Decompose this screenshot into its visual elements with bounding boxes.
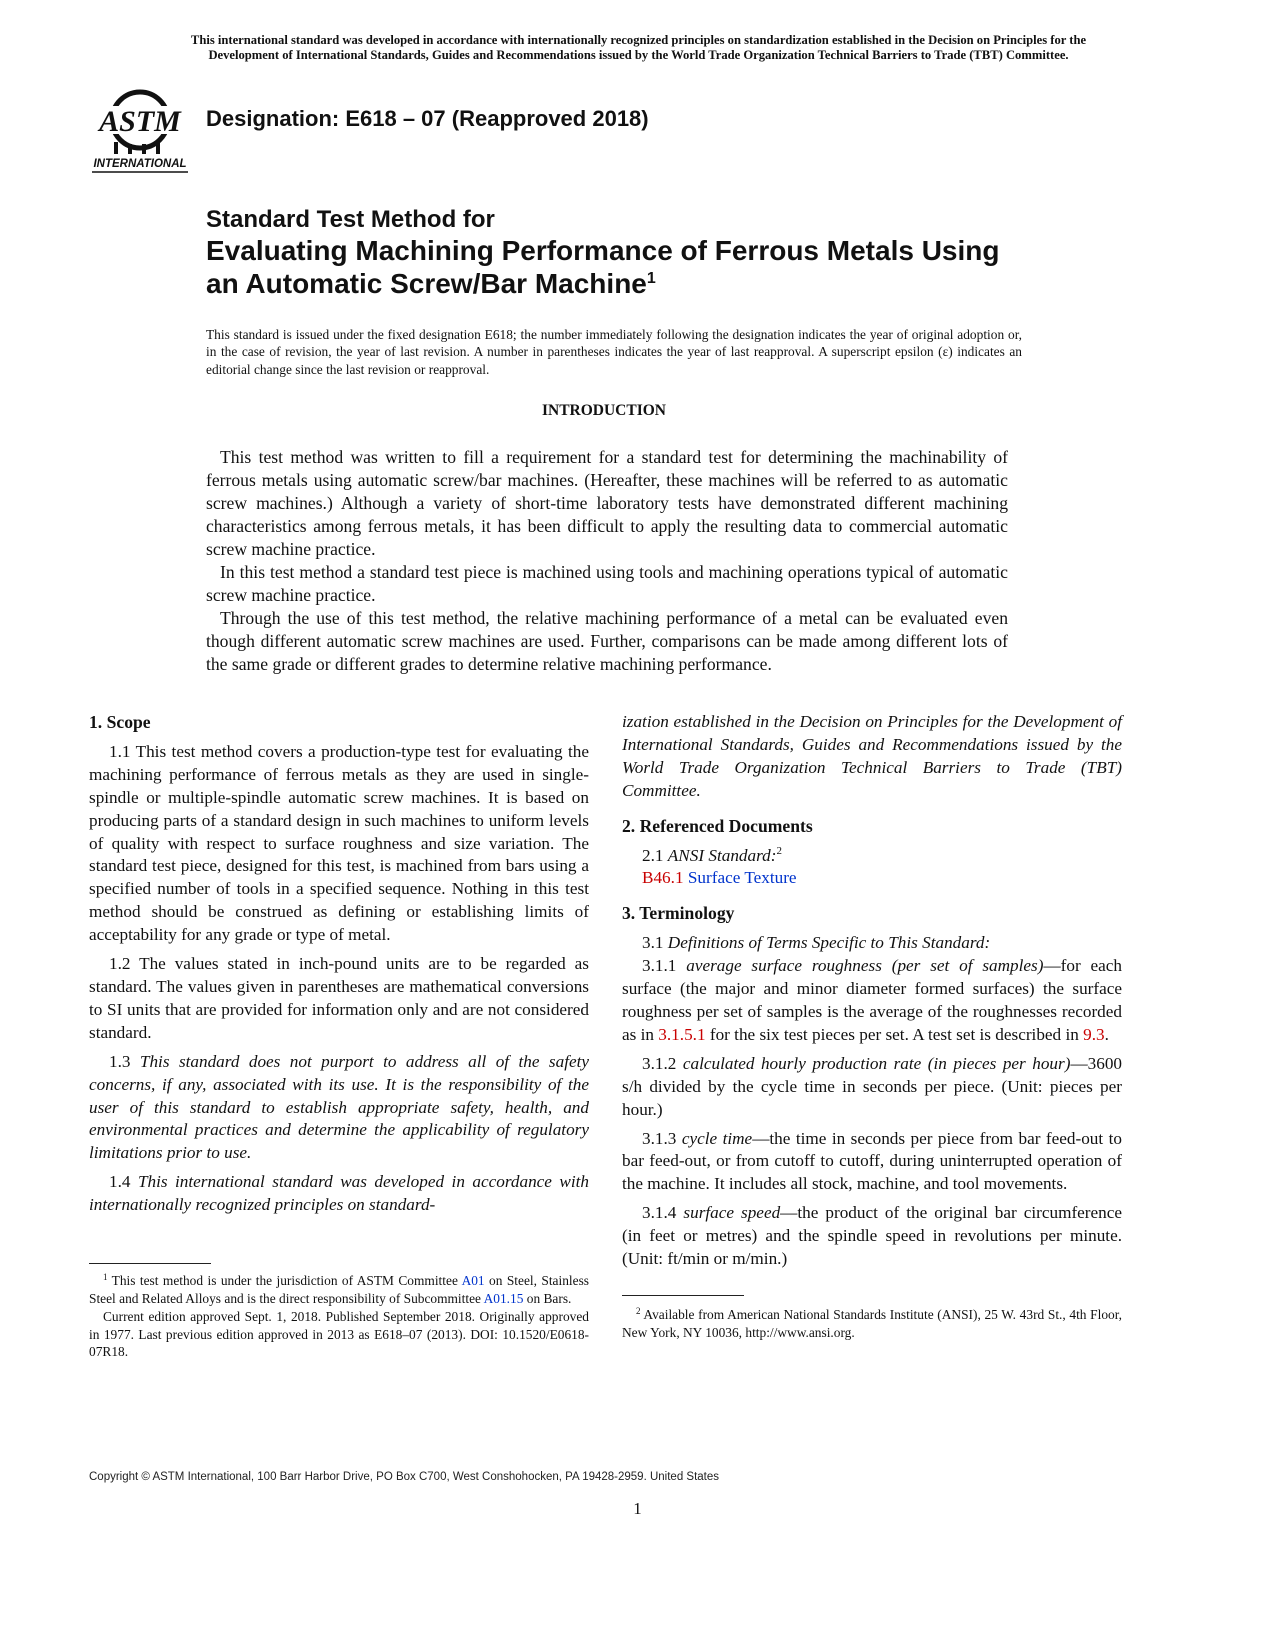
right-column xyxy=(622,711,1122,1342)
section-3-1-1 xyxy=(622,955,1122,1047)
logo-letters: ASTM xyxy=(99,105,181,138)
section-3-1-text: Definitions of Terms Specific to This Standard: xyxy=(667,933,991,953)
logo-caption: INTERNATIONAL xyxy=(93,158,187,170)
footnote-1-text-a: This test method is under the jurisdiction of ASTM Committee xyxy=(107,1273,462,1289)
document-title xyxy=(206,206,1106,300)
section-3-1 xyxy=(622,932,1122,955)
footnote-1 xyxy=(89,1272,589,1307)
section-1-4-continued: ization established in the Decision on Principles for the Development of International Standards, Guides and Recommendations issued by the World Trade Organization Technical Barriers to Trade (TBT) Committee. xyxy=(622,712,1122,800)
footnote-1-text-c: on Bars. xyxy=(523,1290,572,1306)
intro-paragraph-2: In this test method a standard test piece is machined using tools and machining operations typical of automatic screw machine practice. xyxy=(206,562,1008,605)
section-3-1-3 xyxy=(622,1128,1122,1197)
introduction-body xyxy=(206,446,1008,676)
footnote-rule-left xyxy=(89,1263,211,1264)
referenced-documents-heading: 2. Referenced Documents xyxy=(622,815,813,836)
title-line-2 xyxy=(206,267,1106,300)
section-1-3-number: 1.3 xyxy=(109,1051,140,1071)
link-b46-1[interactable]: B46.1 xyxy=(642,868,684,888)
link-surface-texture[interactable]: Surface Texture xyxy=(687,868,797,888)
title-line-2-text: an Automatic Screw/Bar Machine xyxy=(206,268,647,299)
footnote-2-mark: 2 xyxy=(636,1305,641,1316)
section-3-1-1-number: 3.1.1 xyxy=(642,956,687,976)
footnote-1-text-b: on Steel, Stainless Steel and Related Alloys and is the direct responsibility of Subcommittee xyxy=(89,1273,589,1306)
section-3-1-2-text: —3600 s/h divided by the cycle time in seconds per piece. (Unit: pieces per hour.) xyxy=(622,1053,1122,1119)
term-cycle-time: cycle time xyxy=(681,1128,753,1148)
footnote-2-ref: 2 xyxy=(776,844,782,857)
issue-note: This standard is issued under the fixed designation E618; the number immediately following the designation indicates the year of original adoption or, in the case of revision, the year of last revision. A number in parentheses indicates the year of last reapproval. A superscript epsilon (ε) indicates an editorial change since the last revision or reapproval. xyxy=(206,327,1022,377)
section-1-3-text: This standard does not purport to address all of the safety concerns, if any, associated with its use. It is the responsibility of the user of this standard to establish appropriate safety, health, and environmental practices and determine the applicability of regulatory limitations prior to use. xyxy=(89,1051,589,1163)
section-2-1-number: 2.1 xyxy=(642,845,668,865)
astm-logo xyxy=(90,84,192,176)
section-3-1-1-text-b: for the six test pieces per set. A test set is described in xyxy=(705,1024,1084,1044)
title-footnote-mark: 1 xyxy=(646,270,656,287)
footnotes-right xyxy=(622,1306,1122,1341)
title-line-1: Evaluating Machining Performance of Ferrous Metals Using xyxy=(206,235,1000,266)
section-2-1-text: ANSI Standard: xyxy=(667,845,777,865)
footnotes-left xyxy=(89,1272,589,1361)
section-1-4-number: 1.4 xyxy=(109,1172,138,1192)
title-pre: Standard Test Method for xyxy=(206,206,495,233)
section-1-4-start xyxy=(89,1171,589,1217)
terminology-heading: 3. Terminology xyxy=(622,903,735,924)
section-3-1-2 xyxy=(622,1053,1122,1122)
link-committee-a01[interactable]: A01 xyxy=(461,1273,485,1289)
footnote-rule-right xyxy=(622,1295,744,1296)
intro-paragraph-3: Through the use of this test method, the relative machining performance of a metal can be evaluated even though different automatic screw machines are used. Further, comparisons can be made among different lots of the same grade or different grades to determine relative machining performance. xyxy=(206,608,1008,674)
footnote-1-mark: 1 xyxy=(103,1272,108,1283)
section-1-2: 1.2 The values stated in inch-pound units are to be regarded as standard. The values given in parentheses are mathematical conversions to SI units that are provided for information only and are not considered standard. xyxy=(89,954,589,1042)
section-3-1-3-number: 3.1.3 xyxy=(642,1128,682,1148)
wto-notice-line-1: This international standard was developed in accordance with internationally recognized principles on standardization established in the Decision on Principles for the xyxy=(190,33,1087,47)
introduction-heading: INTRODUCTION xyxy=(541,402,666,419)
section-1-3 xyxy=(89,1051,589,1166)
link-subcommittee-a01-15[interactable]: A01.15 xyxy=(483,1290,524,1306)
copyright-line: Copyright © ASTM International, 100 Barr Harbor Drive, PO Box C700, West Conshohocken, PA 19428-2959. United States xyxy=(89,1471,720,1483)
section-3-1-1-text-c: . xyxy=(1104,1024,1109,1044)
page-number: 1 xyxy=(633,1499,642,1518)
section-3-1-4-number: 3.1.4 xyxy=(642,1203,684,1223)
section-3-1-number: 3.1 xyxy=(642,933,668,953)
wto-notice-line-2: Development of International Standards, Guides and Recommendations issued by the World Trade Organization Technical Barriers to Trade (TBT) Committee. xyxy=(208,48,1069,62)
wto-notice xyxy=(80,33,1197,63)
left-column xyxy=(89,711,589,1362)
footnote-2-text: Available from American National Standards Institute (ANSI), 25 W. 43rd St., 4th Floor, New York, NY 10036, http://www.ansi.org. xyxy=(622,1306,1122,1340)
link-3-1-5-1[interactable]: 3.1.5.1 xyxy=(658,1024,706,1044)
term-average-surface-roughness: average surface roughness (per set of samples) xyxy=(686,956,1044,976)
scope-heading: 1. Scope xyxy=(89,712,151,732)
section-3-1-3-text: —the time in seconds per piece from bar feed-out to bar feed-out, or from cutoff to cutoff, during uninterrupted operation of the machine. It includes all stock, machine, and tool movements. xyxy=(622,1128,1122,1194)
section-3-1-2-number: 3.1.2 xyxy=(642,1053,683,1073)
section-3-1-4-text: —the product of the original bar circumference (in feet or metres) and the spindle speed in revolutions per minute. (Unit: ft/min or m/min.) xyxy=(622,1203,1123,1269)
section-1-1: 1.1 This test method covers a production-type test for evaluating the machining performance of ferrous metals as they are used in single-spindle or multiple-spindle automatic screw machines. It is based on producing parts of a standard design in such machines to uniform levels of quality with respect to surface roughness and size variation. The standard test piece, designed for this test, is machined from bars using a specified number of tools in a specified sequence. Nothing in this test method should be construed as defining or establishing limits of acceptability for any grade or type of metal. xyxy=(89,741,589,945)
footnote-2 xyxy=(622,1306,1122,1341)
section-2-1 xyxy=(622,845,1122,868)
section-3-1-1-text-a: —for each surface (the major and minor diameter formed surfaces) the surface roughness per set of samples is the average of the roughnesses recorded as in xyxy=(622,956,1122,1044)
designation: Designation: E618 – 07 (Reapproved 2018) xyxy=(206,106,649,131)
section-1-4-text-part-1: This international standard was developed in accordance with internationally recognized principles on standard- xyxy=(89,1172,589,1215)
term-calculated-hourly-production-rate: calculated hourly production rate (in pieces per hour) xyxy=(682,1053,1071,1073)
referenced-doc-b46-1 xyxy=(622,867,1122,890)
term-surface-speed: surface speed xyxy=(683,1203,781,1223)
footnote-edition: Current edition approved Sept. 1, 2018. Published September 2018. Originally approved in 1977. Last previous edition approved in 2013 as E618–07 (2013). DOI: 10.1520/E0618-07R18. xyxy=(89,1309,589,1360)
section-3-1-4 xyxy=(622,1202,1122,1271)
link-9-3[interactable]: 9.3 xyxy=(1083,1024,1105,1044)
intro-paragraph-1: This test method was written to fill a requirement for a standard test for determining the machinability of ferrous metals using automatic screw/bar machines. (Hereafter, these machines will be referred to as automatic screw machines.) Although a variety of short-time laboratory tests have demonstrated different machining characteristics among ferrous metals, it has been difficult to apply the resulting data to commercial automatic screw machine practice. xyxy=(206,447,1008,559)
